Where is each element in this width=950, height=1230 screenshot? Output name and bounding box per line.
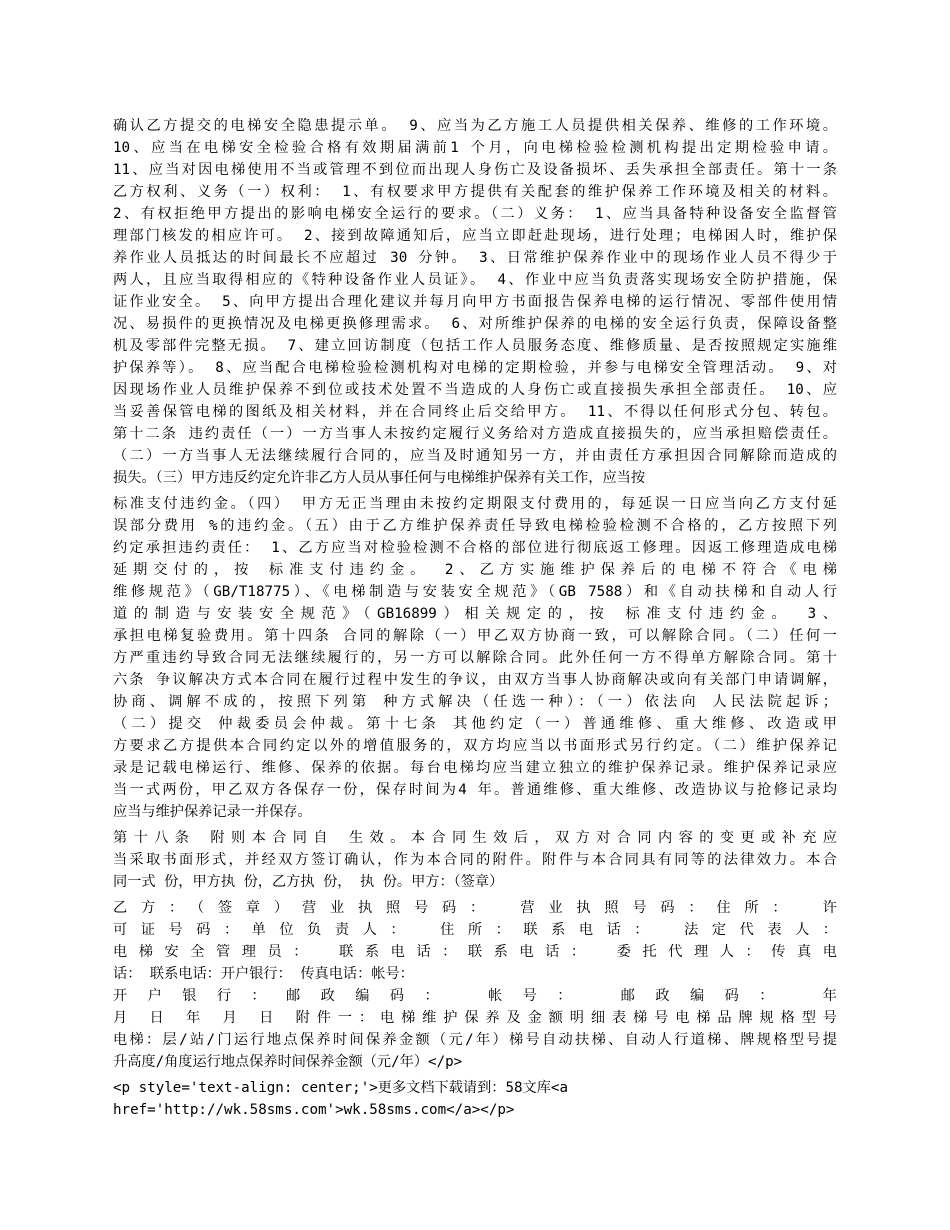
text-line: 六条 争议解决方式本合同在履行过程中发生的争议，由双方当事人协商解决或向有关部门申请调解， — [113, 672, 837, 688]
html-source-line: href='http://wk.58sms.com'>wk.58sms.com</a></p> — [113, 1102, 515, 1118]
html-source-line: <p style='text-align: center;'>更多文档下载请到：58文库<a — [113, 1080, 569, 1096]
text-line: 电梯安全管理员： 联系电话：联系电话： 委托代理人：传真电 — [113, 944, 837, 960]
text-line: 录是记载电梯运行、维修、保养的依据。每台电梯均应当建立独立的维护保养记录。维护保养记录应 — [113, 760, 837, 776]
text-line: 承担电梯复验费用。第十四条 合同的解除（一）甲乙双方协商一致，可以解除合同。（二）任何一 — [113, 628, 837, 644]
text-line: 养作业人员抵达的时间最长不应超过 30 分钟。 3、日常维护保养作业中的现场作业人员不得少于 — [113, 250, 837, 266]
text-line: 开户银行：邮政编码： 帐号： 邮政编码： 年 — [113, 988, 837, 1004]
text-line: （二）提交 仲裁委员会仲裁。第十七条 其他约定（一）普通维修、重大维修、改造或甲 — [113, 716, 837, 732]
text-line: 第十二条 违约责任（一）一方当事人未按约定履行义务给对方造成直接损失的，应当承担赔偿责任。 — [113, 426, 837, 442]
text-line: 话： 联系电话：开户银行： 传真电话：帐号： — [113, 966, 414, 982]
text-line: 可证号码：单位负责人： 住所：联系电话： 法定代表人： — [113, 922, 837, 938]
text-line: 乙方权利、义务（一）权利： 1、有权要求甲方提供有关配套的维护保养工作环境及相关的材料。 — [113, 184, 837, 200]
text-line: 电梯：层/站/门运行地点保养时间保养金额（元/年）梯号自动扶梯、自动人行道梯、牌规格型号提 — [113, 1032, 837, 1048]
text-line: 应当与维护保养记录一并保存。 — [113, 804, 312, 820]
text-line: 当妥善保管电梯的图纸及相关材料，并在合同终止后交给甲方。 11、不得以任何形式分包、转包。 — [113, 404, 837, 420]
text-line: 机及零部件完整无损。 7、建立回访制度（包括工作人员服务态度、维修质量、是否按照规定实施维 — [113, 338, 837, 354]
text-line: 因现场作业人员维护保养不到位或技术处置不当造成的人身伤亡或直接损失承担全部责任。 10、应 — [113, 382, 837, 398]
text-line: 同一式 份，甲方执 份，乙方执 份， 执 份。甲方：（签章） — [113, 874, 504, 890]
text-line: 当一式两份，甲乙双方各保存一份，保存时间为4 年。普通维修、重大维修、改造协议与抢修记录均 — [113, 782, 837, 798]
text-line: 维修规范》（GB/T18775）、《电梯制造与安装安全规范》（GB 7588）和《自动扶梯和自动人行 — [113, 584, 837, 600]
text-line: 护保养等）。 8、应当配合电梯检验检测机构对电梯的定期检验，并参与电梯安全管理活动。 9、对 — [113, 360, 837, 376]
text-line: 标准支付违约金。（四） 甲方无正当理由未按约定期限支付费用的，每延误一日应当向乙方支付延 — [113, 496, 837, 512]
text-line: 况、易损件的更换情况及电梯更换修理需求。 6、对所维护保养的电梯的安全运行负责，保障设备整 — [113, 316, 837, 332]
text-line: 确认乙方提交的电梯安全隐患提示单。 9、应当为乙方施工人员提供相关保养、维修的工作环境。 — [113, 118, 837, 134]
text-line: 理部门核发的相应许可。 2、接到故障通知后，应当立即赶赴现场，进行处理；电梯困人时，维护保 — [113, 228, 837, 244]
text-line: 误部分费用 %的违约金。（五）由于乙方维护保养责任导致电梯检验检测不合格的，乙方按照下列 — [113, 518, 837, 534]
text-line: 损失。（三）甲方违反约定允许非乙方人员从事任何与电梯维护保养有关工作，应当按 — [113, 470, 646, 486]
text-line: 延期交付的，按 标准支付违约金。 2、乙方实施维护保养后的电梯不符合《电梯 — [113, 562, 837, 578]
text-line: 升高度/角度运行地点保养时间保养金额（元/年）</p> — [113, 1054, 463, 1070]
text-line: 11、应当对因电梯使用不当或管理不到位而出现人身伤亡及设备损坏、丢失承担全部责任。第十一条 — [113, 162, 837, 178]
text-line: 方要求乙方提供本合同约定以外的增值服务的，双方均应当以书面形式另行约定。（二）维护保养记 — [113, 738, 837, 754]
text-line: 协商、调解不成的，按照下列第 种方式解决（任选一种）：（一）依法向 人民法院起诉； — [113, 694, 837, 710]
text-line: 月 日 年 月 日 附件一：电梯维护保养及金额明细表梯号电梯品牌规格型号 — [113, 1010, 837, 1026]
text-line: 乙方：（签章）营业执照号码： 营业执照号码：住所： 许 — [113, 900, 837, 916]
text-line: 10、应当在电梯安全检验合格有效期届满前1 个月，向电梯检验检测机构提出定期检验申请。 — [113, 140, 837, 156]
text-line: 约定承担违约责任： 1、乙方应当对检验检测不合格的部位进行彻底返工修理。因返工修理造成电梯 — [113, 540, 837, 556]
text-line: 方严重违约导致合同无法继续履行的，另一方可以解除合同。此外任何一方不得单方解除合同。第十 — [113, 650, 837, 666]
text-line: （二）一方当事人无法继续履行合同的，应当及时通知另一方，并由责任方承担因合同解除而造成的 — [113, 448, 837, 464]
text-line: 2、有权拒绝甲方提出的影响电梯安全运行的要求。（二）义务： 1、应当具备特种设备安全监督管 — [113, 206, 837, 222]
text-line: 当采取书面形式，并经双方签订确认，作为本合同的附件。附件与本合同具有同等的法律效力。本合 — [113, 852, 837, 868]
text-line: 第十八条 附则本合同自 生效。本合同生效后，双方对合同内容的变更或补充应 — [113, 830, 837, 846]
text-line: 道的制造与安装安全规范》（GB16899）相关规定的，按 标准支付违约金。 3、 — [113, 606, 837, 622]
text-line: 两人，且应当取得相应的《特种设备作业人员证》。 4、作业中应当负责落实现场安全防护措施，保 — [113, 272, 837, 288]
text-line: 证作业安全。 5、向甲方提出合理化建议并每月向甲方书面报告保养电梯的运行情况、零部件使用情 — [113, 294, 837, 310]
